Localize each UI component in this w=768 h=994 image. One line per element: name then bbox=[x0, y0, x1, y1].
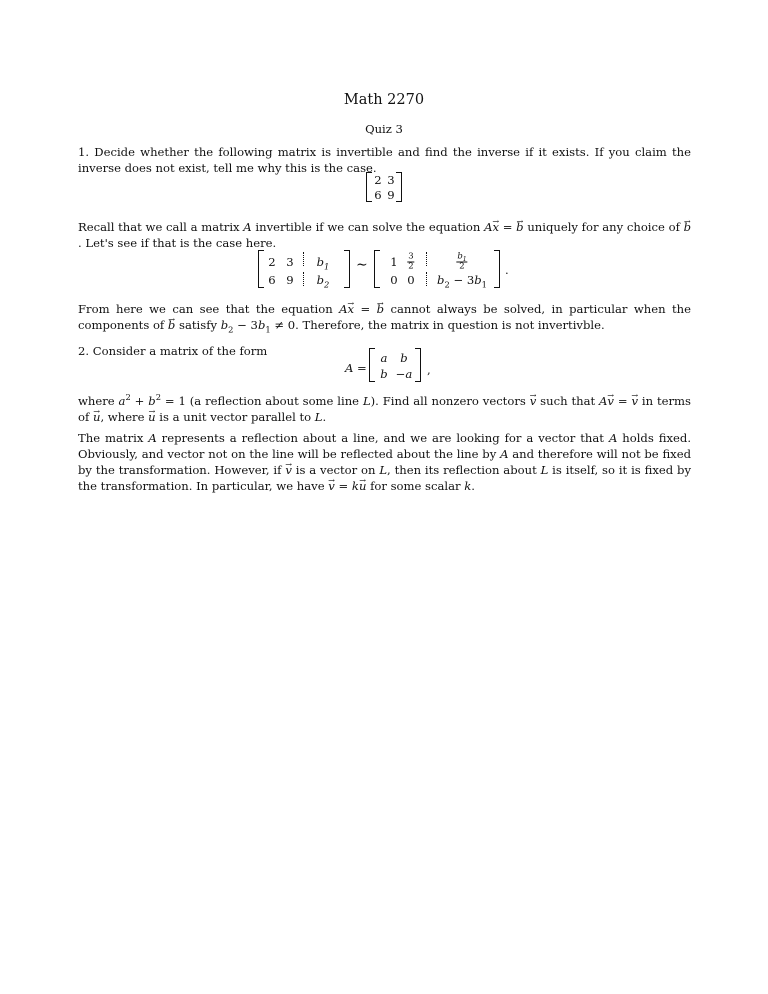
q1-matrix bbox=[366, 172, 402, 202]
matrix-cell: $b_2$ bbox=[316, 273, 330, 290]
matrix-cell: $\frac{3}{2}$ bbox=[408, 251, 414, 272]
matrix-cell: $b_2 - 3b_1$ bbox=[437, 273, 487, 290]
matrix-cell: a bbox=[380, 351, 388, 365]
question-2-prompt: 2. Consider a matrix of the form bbox=[78, 344, 268, 358]
matrix-cell: 2 bbox=[268, 255, 276, 269]
augmented-matrix-left bbox=[258, 250, 350, 288]
matrix-cell: 6 bbox=[268, 273, 276, 287]
matrix-cell: 2 bbox=[374, 173, 382, 187]
matrix-cell: 9 bbox=[286, 273, 294, 287]
question-2-answer: The matrix A represents a reflection about a line, and we are looking for a vector that A holds fixed. Obviously, and vector not on the line will be reflected about the line by A and therefore will not be fixed by the transformation. However, if v → is a vector on L, then its reflection about L is itself, so it is fixed by the transformation. In particular, we have v → = ku → for some scalar k. bbox=[78, 430, 691, 494]
row-equivalent-symbol: ∼ bbox=[356, 257, 368, 273]
matrix-period: . bbox=[505, 263, 509, 277]
question-2-body: where $a^2 + b^2 = 1$ (a reflection about some line L). Find all nonzero vectors v → such that Av → = v → in terms of u →, where u → is a unit vector parallel to L. bbox=[78, 393, 691, 425]
matrix-cell: 9 bbox=[387, 188, 395, 202]
matrix-cell: −a bbox=[395, 367, 413, 381]
q2-matrix bbox=[369, 348, 421, 382]
matrix-cell: 3 bbox=[387, 173, 395, 187]
q2-matrix-comma: , bbox=[427, 363, 431, 377]
page-title: Math 2270 bbox=[343, 92, 425, 108]
conclusion-paragraph: From here we can see that the equation Ax → = b → cannot always be solved, in particular when the components of b → satisfy $b_2 - 3b_1 \ne 0$. Therefore, the matrix in question is not invertivble. bbox=[78, 301, 691, 333]
matrix-cell: b bbox=[380, 367, 388, 381]
matrix-cell: $\frac{b_1}{2}$ bbox=[457, 251, 467, 272]
recall-paragraph: Recall that we call a matrix A invertible if we can solve the equation Ax → = b → uniquely for any choice of b →. Let's see if that is the case here. bbox=[78, 219, 691, 251]
question-1-prompt: 1. Decide whether the following matrix is invertible and find the inverse if it exists. If you claim the inverse does not exist, tell me why this is the case. bbox=[78, 145, 691, 175]
matrix-cell: 6 bbox=[374, 188, 382, 202]
augmented-matrix-right bbox=[374, 250, 500, 288]
matrix-cell: 0 bbox=[390, 273, 398, 287]
matrix-cell: 3 bbox=[286, 255, 294, 269]
matrix-cell: $b_1$ bbox=[316, 255, 330, 272]
page-subtitle: Quiz 3 bbox=[365, 122, 403, 136]
matrix-cell: b bbox=[400, 351, 408, 365]
q2-matrix-lhs: A = bbox=[345, 361, 367, 375]
matrix-cell: 0 bbox=[407, 273, 415, 287]
matrix-cell: 1 bbox=[390, 255, 398, 269]
